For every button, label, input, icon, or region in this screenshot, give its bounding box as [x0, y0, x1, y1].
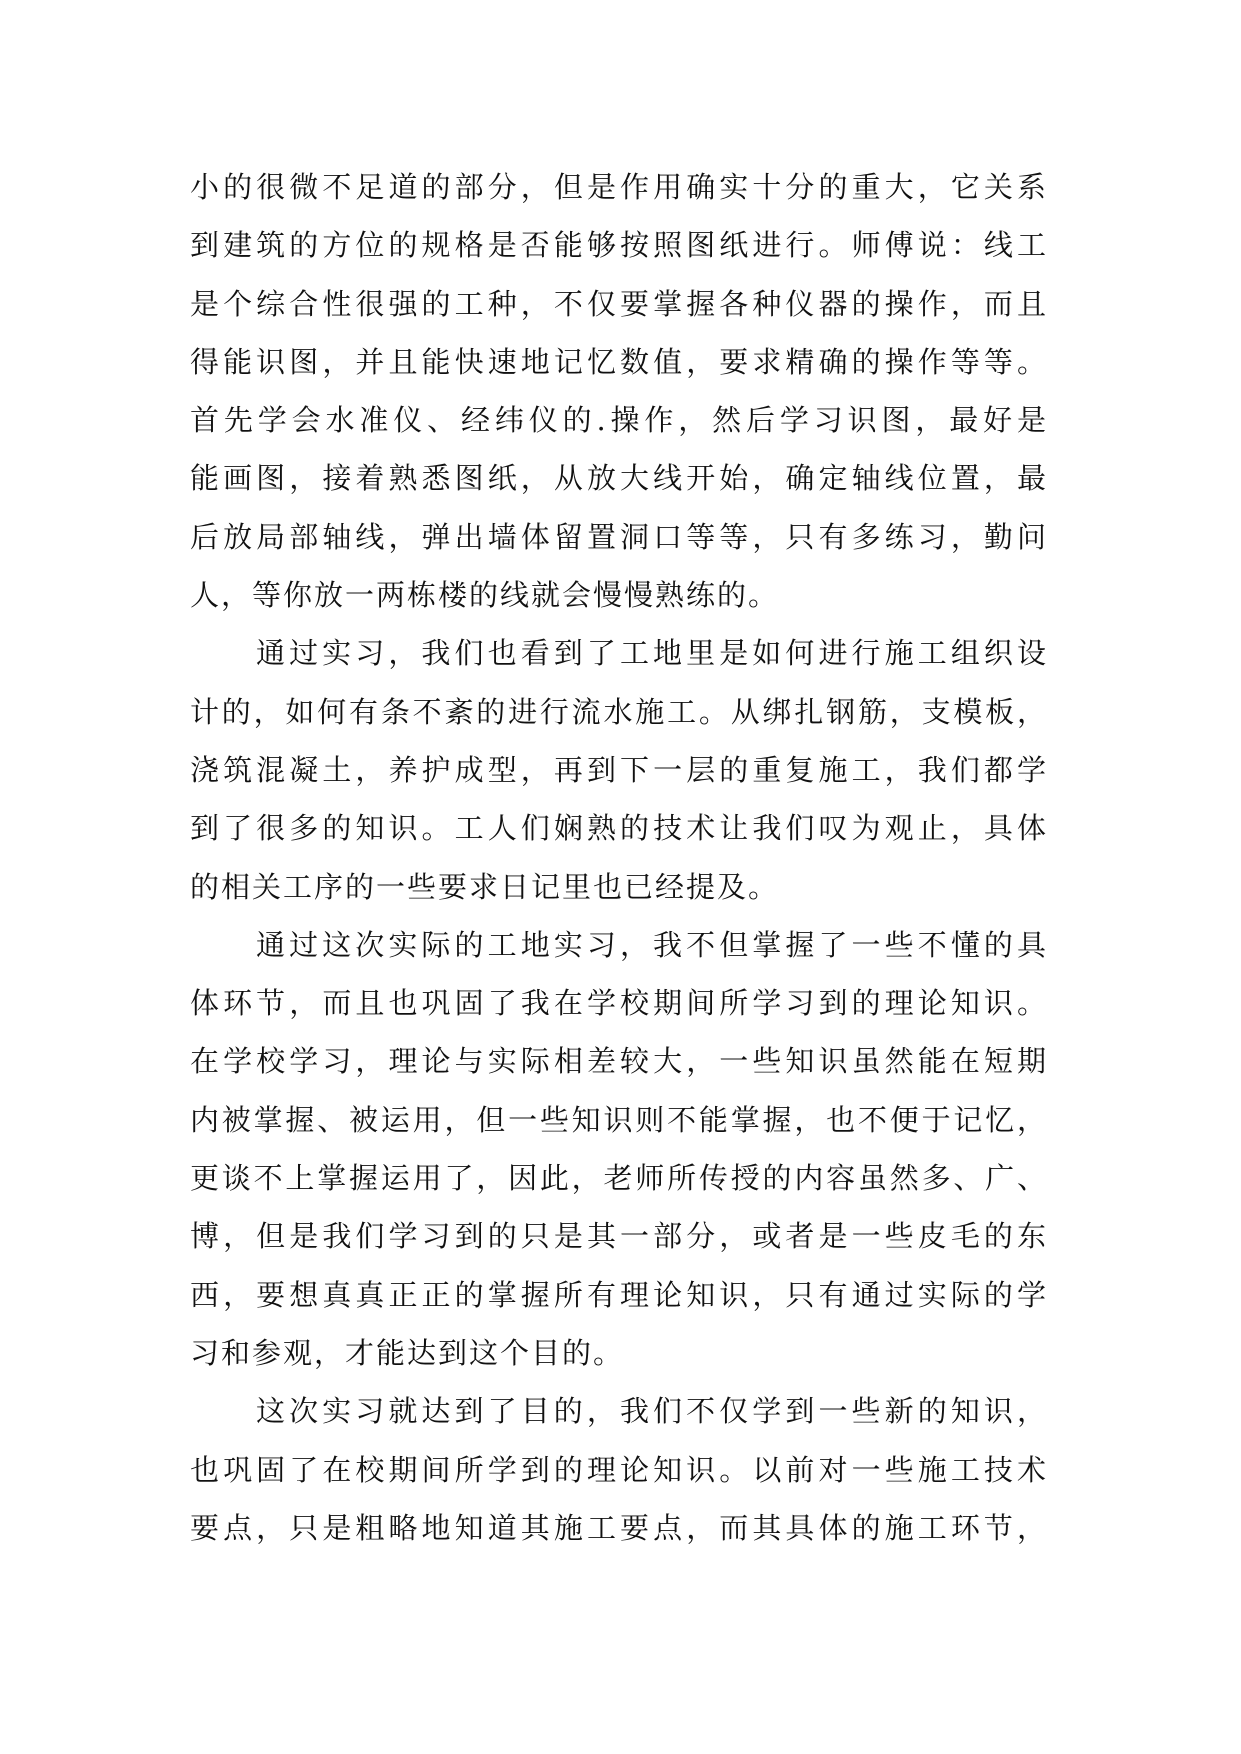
paragraph: [190, 1382, 1048, 1557]
text-line: 体环节，而且也巩固了我在学校期间所学习到的理论知识。: [190, 986, 1048, 1021]
text-line: 得能识图，并且能快速地记忆数值，要求精确的操作等等。: [190, 344, 1048, 379]
text-line: 到建筑的方位的规格是否能够按照图纸进行。师傅说：线工: [190, 228, 1048, 263]
text-line: 习和参观，才能达到这个目的。: [190, 1335, 625, 1370]
text-line: 内被掌握、被运用，但一些知识则不能掌握，也不便于记忆，: [190, 1102, 1048, 1137]
text-line: 后放局部轴线，弹出墙体留置洞口等等，只有多练习，勤问: [190, 519, 1048, 554]
text-line: 首先学会水准仪、经纬仪的.操作，然后学习识图，最好是: [190, 403, 1048, 438]
text-line: 通过这次实际的工地实习，我不但掌握了一些不懂的具: [256, 927, 1048, 962]
paragraph: [190, 158, 1048, 624]
text-line: 计的，如何有条不紊的进行流水施工。从绑扎钢筋，支模板，: [190, 694, 1048, 729]
text-line: 到了很多的知识。工人们娴熟的技术让我们叹为观止，具体: [190, 811, 1048, 846]
text-line: 小的很微不足道的部分，但是作用确实十分的重大，它关系: [190, 170, 1048, 204]
text-line: 通过实习，我们也看到了工地里是如何进行施工组织设: [256, 636, 1048, 671]
text-line: 的相关工序的一些要求日记里也已经提及。: [190, 869, 780, 904]
body-text: [190, 158, 1048, 1557]
text-line: 这次实习就达到了目的，我们不仅学到一些新的知识，: [256, 1394, 1048, 1429]
text-line: 更谈不上掌握运用了，因此，老师所传授的内容虽然多、广、: [190, 1161, 1048, 1196]
text-line: 在学校学习，理论与实际相差较大，一些知识虽然能在短期: [190, 1044, 1048, 1079]
text-line: 浇筑混凝土，养护成型，再到下一层的重复施工，我们都学: [190, 752, 1048, 787]
text-line: 要点，只是粗略地知道其施工要点，而其具体的施工环节，: [190, 1510, 1048, 1545]
text-line: 也巩固了在校期间所学到的理论知识。以前对一些施工技术: [190, 1452, 1048, 1487]
text-line: 能画图，接着熟悉图纸，从放大线开始，确定轴线位置，最: [190, 461, 1048, 496]
text-line: 博，但是我们学习到的只是其一部分，或者是一些皮毛的东: [190, 1219, 1048, 1254]
text-line: 西，要想真真正正的掌握所有理论知识，只有通过实际的学: [190, 1277, 1048, 1312]
paragraph: [190, 916, 1048, 1382]
text-line: 人，等你放一两栋楼的线就会慢慢熟练的。: [190, 578, 780, 613]
text-line: 是个综合性很强的工种，不仅要掌握各种仪器的操作，而且: [190, 286, 1048, 321]
paragraph: [190, 624, 1048, 915]
